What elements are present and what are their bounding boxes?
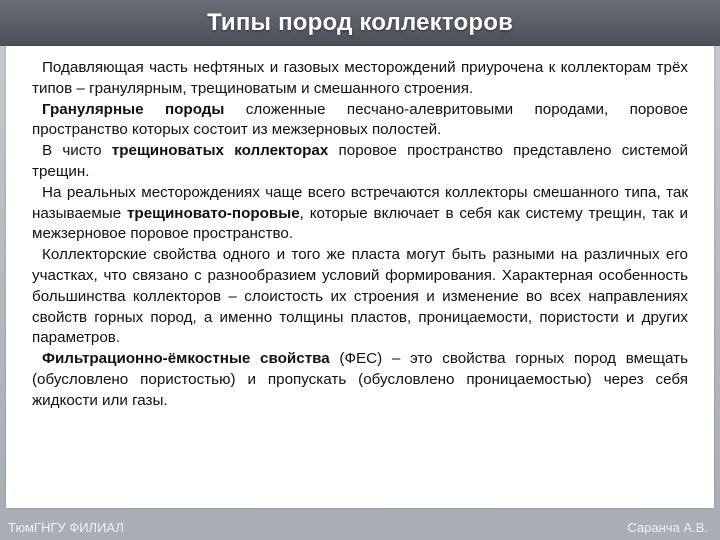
paragraph-fes	[32, 349, 688, 411]
paragraph-granular-text: сложенные песчано-алевритовыми породами, поровое пространство которых состоит из межзерновых полостей.	[32, 100, 688, 139]
slide-title: Типы пород коллекторов	[206, 9, 514, 36]
paragraph-intro-text: Подавляющая часть нефтяных и газовых месторождений приурочена к коллекторам трёх типов – гранулярным, трещиноватым и смешанного строения.	[32, 59, 688, 97]
title-bar	[0, 0, 720, 46]
term-fractured-reservoirs: трещиноватых коллекторах	[111, 142, 329, 160]
paragraph-fractured-pre: В чисто	[42, 142, 112, 160]
paragraph-fractured-text: поровое пространство представлено системой трещин.	[32, 142, 688, 180]
footer	[0, 508, 720, 540]
term-fes: Фильтрационно-ёмкостные свойства	[42, 350, 330, 368]
term-granular-rocks: Гранулярные породы	[42, 100, 225, 118]
paragraph-fractured	[32, 141, 688, 183]
paragraph-fes-text: (ФЕС) – это свойства горных пород вмещать (обусловлено пористостью) и пропускать (обусловлено проницаемостью) через себя жидкости или газы.	[32, 350, 688, 409]
paragraph-mixed-text: , которые включает в себя как систему трещин, так и межзерновое поровое пространство.	[32, 204, 688, 243]
paragraph-granular	[32, 100, 688, 142]
body-text	[32, 58, 688, 412]
footer-institution: ТюмГНГУ ФИЛИАЛ	[8, 520, 124, 535]
term-fractured-porous: трещиновато-поровые	[126, 204, 300, 222]
paragraph-mixed-pre: На реальных месторождениях чаще всего встречаются коллекторы смешанного типа, так называемые	[32, 183, 688, 222]
footer-author: Саранча А.В.	[627, 520, 708, 535]
paragraph-properties	[32, 245, 688, 349]
paragraph-properties-text: Коллекторские свойства одного и того же пласта могут быть разными на различных его участках, что связано с разнообразием условий формирования. Характерная особенность большинства коллекторов – слоистость их строения и изменение во всех направлениях свойств горных пород, а именно толщины пластов, проницаемости, пористости и других параметров.	[32, 246, 688, 347]
paragraph-intro	[32, 58, 688, 100]
paragraph-mixed	[32, 183, 688, 245]
